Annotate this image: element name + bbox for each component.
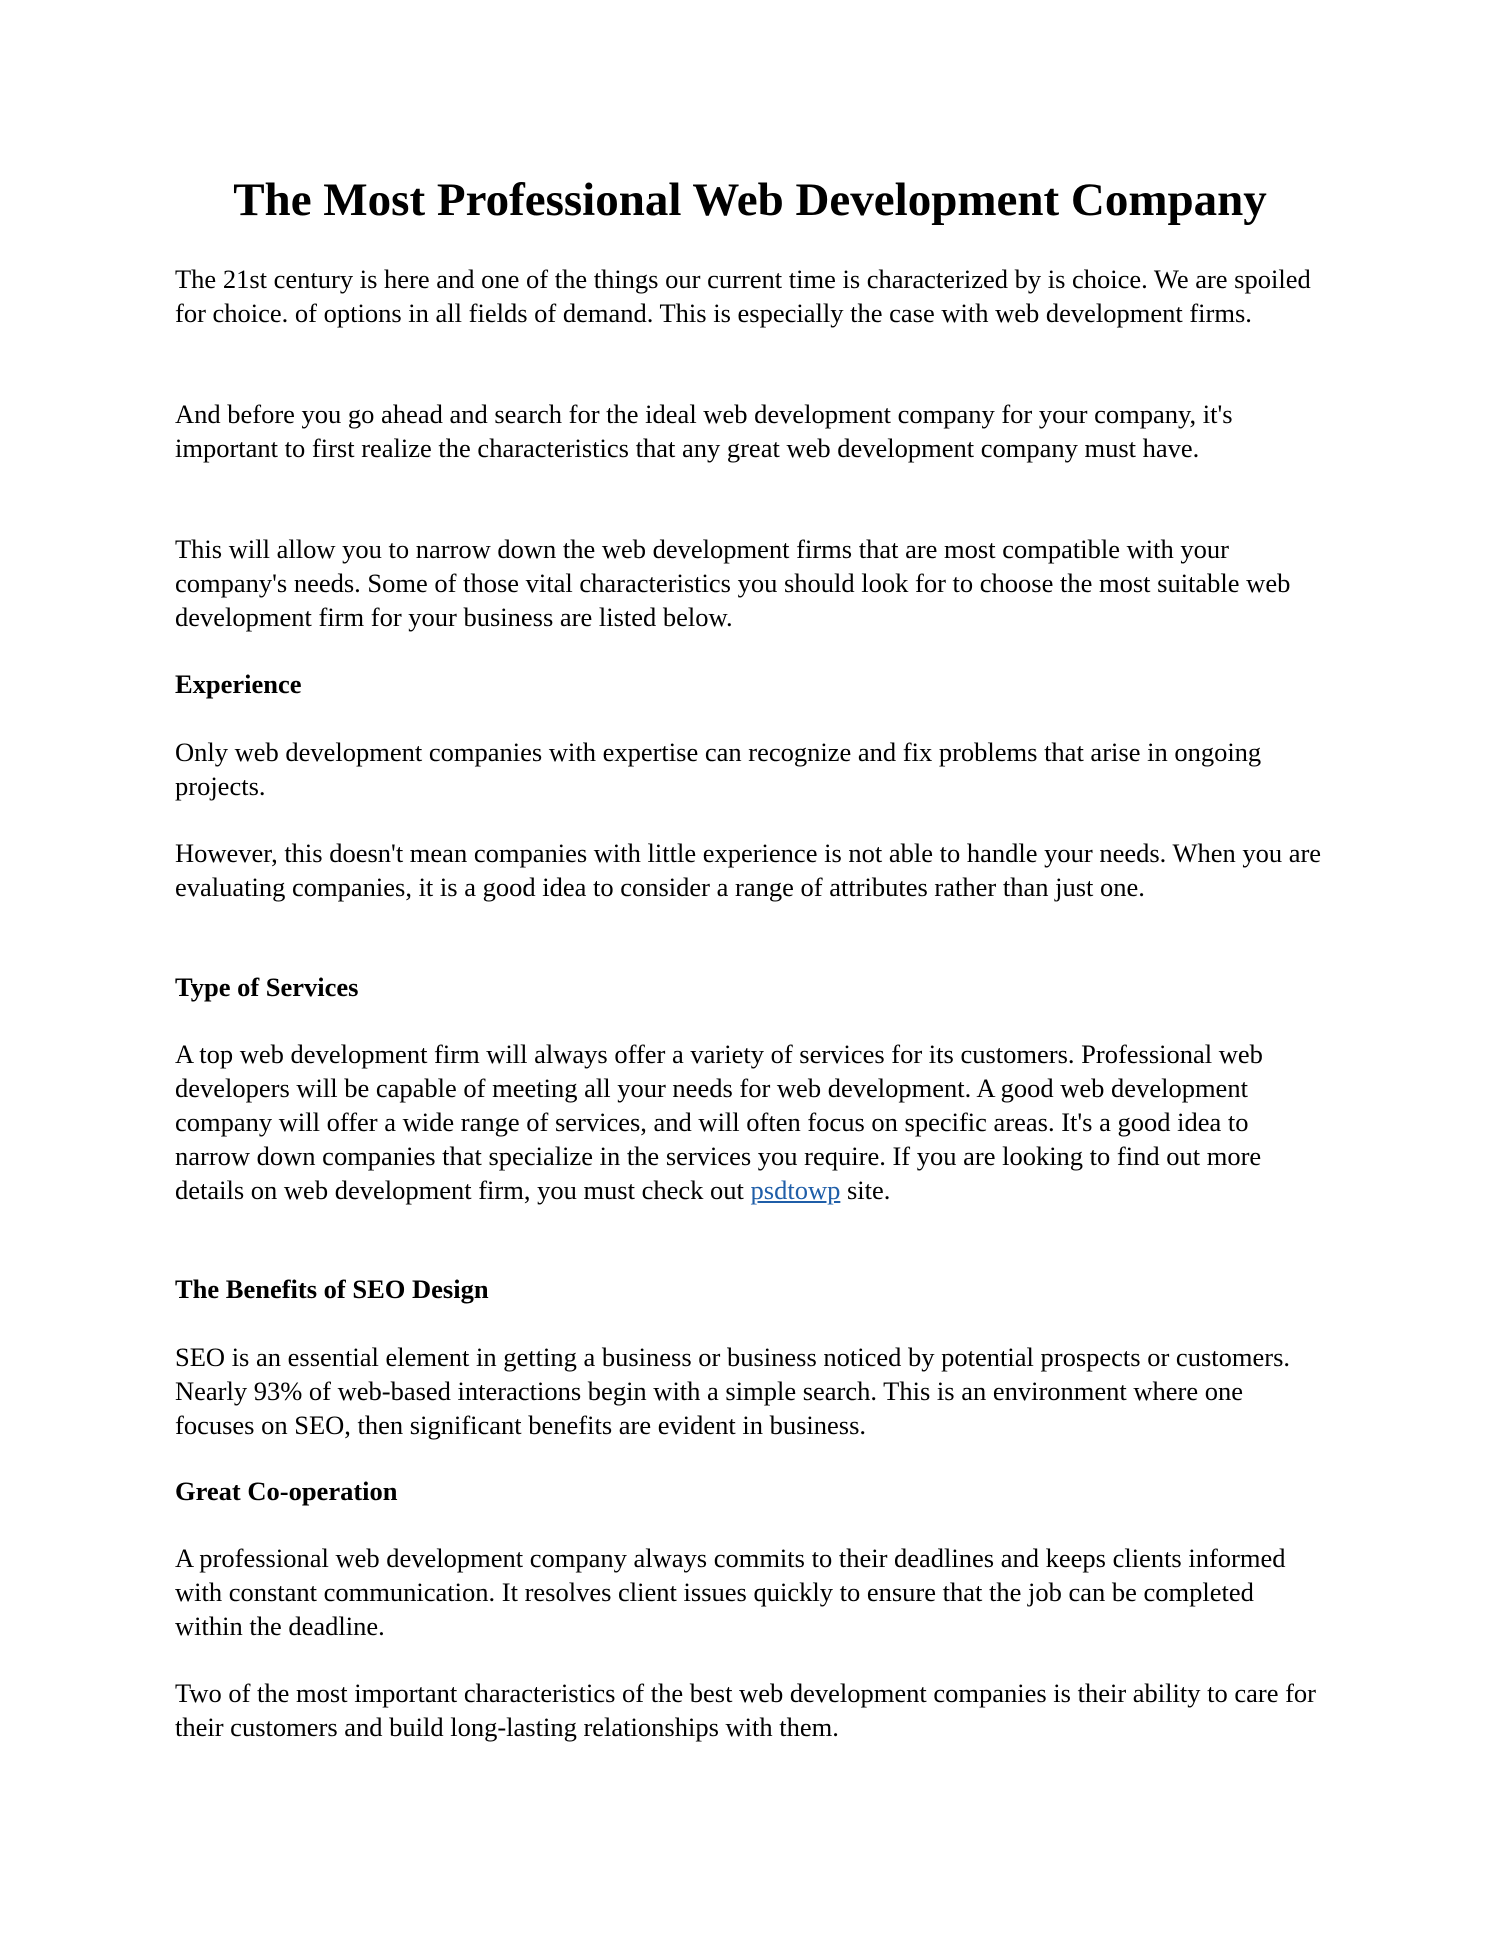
experience-paragraph-2: However, this doesn't mean companies with little experience is not able to handle your needs. When you are evaluating companies, it is a good idea to consider a range of attributes rather than just one. — [175, 838, 1322, 902]
intro-paragraph-3: This will allow you to narrow down the web development firms that are most compatible with your company's needs. Some of those vital characteristics you should look for to choose the most suitable web development firm for your business are listed below. — [175, 534, 1291, 632]
heading-seo-design: The Benefits of SEO Design — [175, 1274, 489, 1304]
cooperation-paragraph-1: A professional web development company always commits to their deadlines and keeps clients informed with constant communication. It resolves client issues quickly to ensure that the job can be completed within the deadline. — [175, 1543, 1286, 1641]
page-title: The Most Professional Web Development Company — [233, 174, 1267, 226]
psdtowp-link[interactable]: psdtowp — [750, 1175, 841, 1205]
experience-paragraph-1: Only web development companies with expertise can recognize and fix problems that arise in ongoing projects. — [175, 737, 1262, 801]
heading-great-cooperation: Great Co-operation — [175, 1476, 398, 1506]
services-text-after-link: site. — [840, 1175, 891, 1205]
intro-paragraph-1: The 21st century is here and one of the things our current time is characterized by is choice. We are spoiled for choice. of options in all fields of demand. This is especially the case with web development firms. — [175, 264, 1311, 328]
seo-paragraph-1: SEO is an essential element in getting a business or business noticed by potential prospects or customers. Nearly 93% of web-based interactions begin with a simple search. This is an environment where one focuses on SEO, then significant benefits are evident in business. — [175, 1342, 1291, 1440]
services-text-before-link: A top web development firm will always offer a variety of services for its customers. Professional web developers will be capable of meeting all your needs for web development. A good web development company will offer a wide range of services, and will often focus on specific areas. It's a good idea to narrow down companies that specialize in the services you require. If you are looking to find out more details on web development firm, you must check out — [175, 1039, 1263, 1205]
heading-experience: Experience — [175, 669, 302, 699]
heading-type-of-services: Type of Services — [175, 972, 359, 1002]
cooperation-paragraph-2: Two of the most important characteristics of the best web development companies is their ability to care for their customers and build long-lasting relationships with them. — [175, 1678, 1316, 1742]
intro-paragraph-2: And before you go ahead and search for the ideal web development company for your company, it's important to first realize the characteristics that any great web development company must have. — [175, 399, 1233, 463]
services-paragraph-1 — [175, 1037, 1325, 1207]
